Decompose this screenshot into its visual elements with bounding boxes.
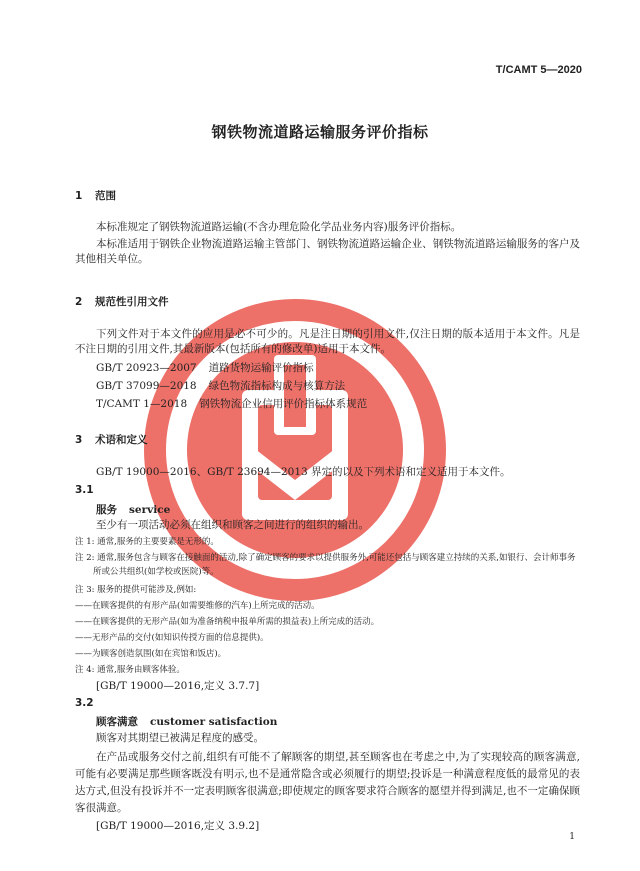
- reference-item: GB/T 20923—2007 道路货物运输评价指标: [96, 362, 314, 374]
- term-source: [GB/T 19000—2016,定义 3.9.2]: [96, 820, 260, 832]
- term-source: [GB/T 19000—2016,定义 3.7.7]: [96, 680, 260, 692]
- term-heading: 服务 service: [96, 504, 171, 516]
- note: ——为顾客创造氛围(如在宾馆和饭店)。: [75, 649, 227, 659]
- paragraph: 本标准适用于钢铁企业物流道路运输主管部门、钢铁物流道路运输企业、钢铁物流道路运输服务的客户及其他相关单位。: [75, 238, 580, 265]
- reference-item: T/CAMT 1—2018 钢铁物流企业信用评价指标体系规范: [96, 398, 368, 410]
- paragraph: GB/T 19000—2016、GB/T 23694—2013 界定的以及下列术语和定义适用于本文件。: [96, 466, 511, 478]
- page-title: 钢铁物流道路运输服务评价指标: [211, 123, 429, 141]
- page-number: 1: [569, 832, 575, 842]
- note: 注 4: 通常,服务由顾客体验。: [75, 665, 185, 675]
- note: ——无形产品的交付(如知识传授方面的信息提供)。: [75, 633, 269, 643]
- note: 注 2: 通常,服务包含与顾客在接触面的活动,除了确定顾客的要求以提供服务外,可能还包括与顾客建立持续的关系,如银行、会计师事务所或公共组织(如学校或医院)等。: [75, 553, 576, 577]
- doc-code: T/CAMT 5—2020: [495, 64, 582, 76]
- section-heading: 1 范围: [75, 190, 116, 202]
- note: 注 3: 服务的提供可能涉及,例如:: [75, 585, 197, 595]
- term-number: 3.2: [75, 697, 94, 709]
- paragraph: 在产品或服务交付之前,组织有可能不了解顾客的期望,甚至顾客也在考虑之中,为了实现较高的顾客满意,可能有必要满足那些顾客既没有明示,也不是通常隐含或必须履行的期望;投诉是一种满意程度低的最常见的表达方式,但没有投诉并不一定表明顾客很满意;即使规定的顾客要求符合顾客的愿望并得到满足,也不一定确保顾客很满意。: [75, 751, 580, 814]
- section-heading: 2 规范性引用文件: [75, 296, 169, 308]
- paragraph: 本标准规定了钢铁物流道路运输(不含办理危险化学品业务内容)服务评价指标。: [96, 221, 462, 233]
- note: ——在顾客提供的无形产品(如为准备纳税申报单所需的损益表)上所完成的活动。: [75, 617, 380, 627]
- term-definition: 顾客对其期望已被满足程度的感受。: [96, 732, 264, 744]
- term-number: 3.1: [75, 484, 94, 496]
- term-definition: 至少有一项活动必须在组织和顾客之间进行的组织的输出。: [96, 519, 369, 531]
- section-heading: 3 术语和定义: [75, 434, 148, 446]
- paragraph: 下列文件对于本文件的应用是必不可少的。凡是注日期的引用文件,仅注日期的版本适用于本文件。凡是不注日期的引用文件,其最新版本(包括所有的修改单)适用于本文件。: [75, 328, 580, 355]
- reference-item: GB/T 37099—2018 绿色物流指标构成与核算方法: [96, 380, 346, 392]
- term-heading: 顾客满意 customer satisfaction: [96, 716, 278, 728]
- note: 注 1: 通常,服务的主要要素是无形的。: [75, 537, 219, 547]
- note: ——在顾客提供的有形产品(如需要维修的汽车)上所完成的活动。: [75, 601, 320, 611]
